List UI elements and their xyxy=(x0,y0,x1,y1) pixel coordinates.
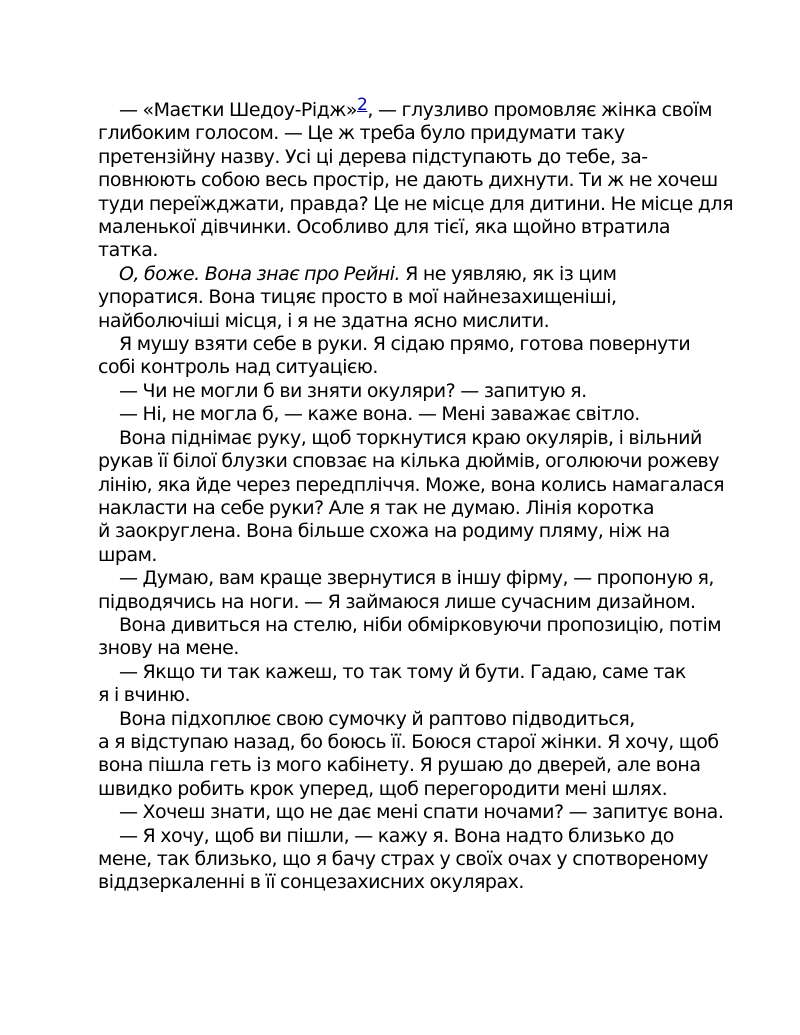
footnote-link[interactable]: 2 xyxy=(357,95,368,115)
text-line: шрам. xyxy=(98,543,157,566)
italic-thought: О, боже. Вона знає про Рейні. xyxy=(119,262,401,285)
text-line: віддзеркаленні в її сонцезахисних окулярах. xyxy=(98,871,524,894)
text-line xyxy=(98,263,710,286)
text-line: Вона дивиться на стелю, ніби обмірковуючи пропозицію, потім xyxy=(119,613,722,636)
text-line: — Ні, не могла б, — каже вона. — Мені заважає світло. xyxy=(119,403,640,426)
text-line: знову на мене. xyxy=(98,637,239,660)
text-line: — Чи не могли б ви зняти окуляри? — запитую я. xyxy=(119,379,587,402)
text-line: — Якщо ти так кажеш, то так тому й бути. Гадаю, саме так xyxy=(119,660,686,683)
text-line: рукав її білої блузки сповзає на кілька дюймів, оголюючи рожеву xyxy=(98,450,719,473)
text-line: Вона підхоплює свою сумочку й раптово підводиться, xyxy=(119,707,635,730)
text-segment: — «Маєтки Шедоу-Рідж» xyxy=(119,99,358,121)
text-line: маленької дівчинки. Особливо для тієї, яка щойно втратила xyxy=(98,216,671,239)
text-segment: Я не уявляю, як із цим xyxy=(400,262,617,285)
text-segment: , — глузливо промовляє жінка своїм xyxy=(367,99,712,121)
text-line: а я відступаю назад, бо боюсь її. Боюся старої жінки. Я хочу, щоб xyxy=(98,730,719,753)
text-line: упоратися. Вона тицяє просто в мої найнезахищеніші, xyxy=(98,286,617,309)
text-line: собі контроль над ситуацією. xyxy=(98,356,378,379)
text-line: найболючіші місця, і я не здатна ясно мислити. xyxy=(98,309,550,332)
text-line xyxy=(98,95,712,122)
text-line: мене, так близько, що я бачу страх у своїх очах у спотвореному xyxy=(98,848,708,870)
text-line: вона пішла геть із мого кабінету. Я рушаю до дверей, але вона xyxy=(98,754,701,777)
text-line: накласти на себе руки? Але я так не думаю. Лінія коротка xyxy=(98,496,655,519)
text-line: Я мушу взяти себе в руки. Я сідаю прямо, готова повернути xyxy=(119,333,691,356)
text-line: претензійну назву. Усі ці дерева підступають до тебе, за- xyxy=(98,145,648,168)
text-line: татка. xyxy=(98,239,158,262)
text-line: підводячись на ноги. — Я займаюся лише сучасним дизайном. xyxy=(98,590,696,613)
text-line: — Хочеш знати, що не дає мені спати ночами? — запитує вона. xyxy=(119,801,724,824)
text-line: глибоким голосом. — Це ж треба було придумати таку xyxy=(98,122,625,145)
text-line: я і вчиню. xyxy=(98,684,191,707)
text-line: туди переїжджати, правда? Це не місце для дитини. Не місце для xyxy=(98,192,734,215)
text-line: повнюють собою весь простір, не дають дихнути. Ти ж не хочеш xyxy=(98,169,718,192)
text-line: й заокруглена. Вона більше схожа на родиму пляму, ніж на xyxy=(98,520,670,543)
text-line: — Думаю, вам краще звернутися в іншу фірму, — пропоную я, xyxy=(119,567,714,590)
text-line: швидко робить крок уперед, щоб перегородити мені шлях. xyxy=(98,777,668,800)
text-line: Вона піднімає руку, щоб торкнутися краю окулярів, і вільний xyxy=(119,426,702,449)
book-page xyxy=(98,95,734,895)
text-line: — Я хочу, щоб ви пішли, — кажу я. Вона надто близько до xyxy=(119,824,674,847)
text-line: лінію, яка йде через передпліччя. Може, вона колись намагалася xyxy=(98,473,725,496)
